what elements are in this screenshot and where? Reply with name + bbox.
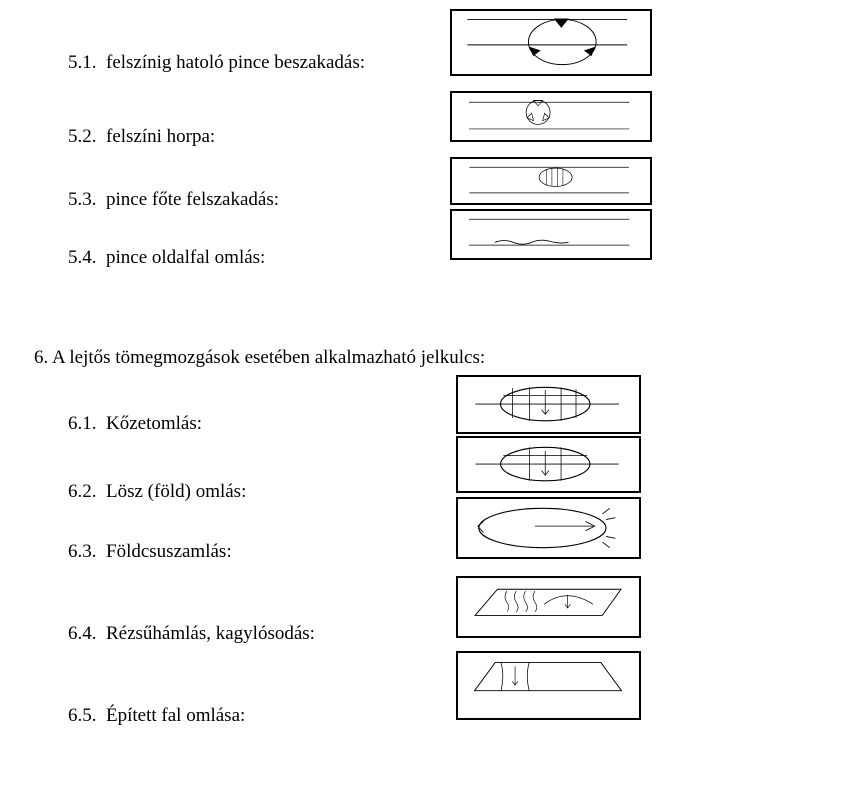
item-6-5 xyxy=(68,705,245,727)
item-label: Rézsűhámlás, kagylósodás: xyxy=(106,623,315,644)
symbol-loess-fall xyxy=(456,436,641,493)
item-number: 6.1. xyxy=(68,413,97,434)
item-number: 6.3. xyxy=(68,541,97,562)
item-6-1 xyxy=(68,413,202,435)
item-5-1 xyxy=(68,52,365,74)
item-number: 5.3. xyxy=(68,189,97,210)
section-6-heading: 6. A lejtős tömegmozgások esetében alkalmazható jelkulcs: xyxy=(34,347,486,368)
item-label: Épített fal omlása: xyxy=(106,705,246,726)
symbol-surface-depression xyxy=(450,91,652,142)
item-number: 5.2. xyxy=(68,126,97,147)
symbol-cellar-roof-breakup xyxy=(450,157,652,205)
symbol-built-wall-collapse xyxy=(456,651,641,720)
symbol-slope-scaling xyxy=(456,576,641,638)
item-label: pince oldalfal omlás: xyxy=(106,247,266,268)
item-6-2 xyxy=(68,481,246,503)
item-number: 6.4. xyxy=(68,623,97,644)
item-6-4 xyxy=(68,623,315,645)
item-label: pince főte felszakadás: xyxy=(106,189,280,210)
item-label: Kőzetomlás: xyxy=(106,413,203,434)
symbol-cellar-sidewall-collapse xyxy=(450,209,652,260)
item-5-3 xyxy=(68,189,279,211)
item-label: felszínig hatoló pince beszakadás: xyxy=(106,52,366,73)
item-number: 6.5. xyxy=(68,705,97,726)
item-number: 6.2. xyxy=(68,481,97,502)
item-label: Földcsuszamlás: xyxy=(106,541,232,562)
symbol-rockfall xyxy=(456,375,641,434)
item-label: felszíni horpa: xyxy=(106,126,216,147)
item-number: 5.1. xyxy=(68,52,97,73)
item-5-2 xyxy=(68,126,215,148)
item-label: Lösz (föld) omlás: xyxy=(106,481,247,502)
symbol-landslide xyxy=(456,497,641,559)
item-number: 5.4. xyxy=(68,247,97,268)
symbol-cellar-collapse-to-surface xyxy=(450,9,652,76)
item-6-3 xyxy=(68,541,232,563)
item-5-4 xyxy=(68,247,265,269)
